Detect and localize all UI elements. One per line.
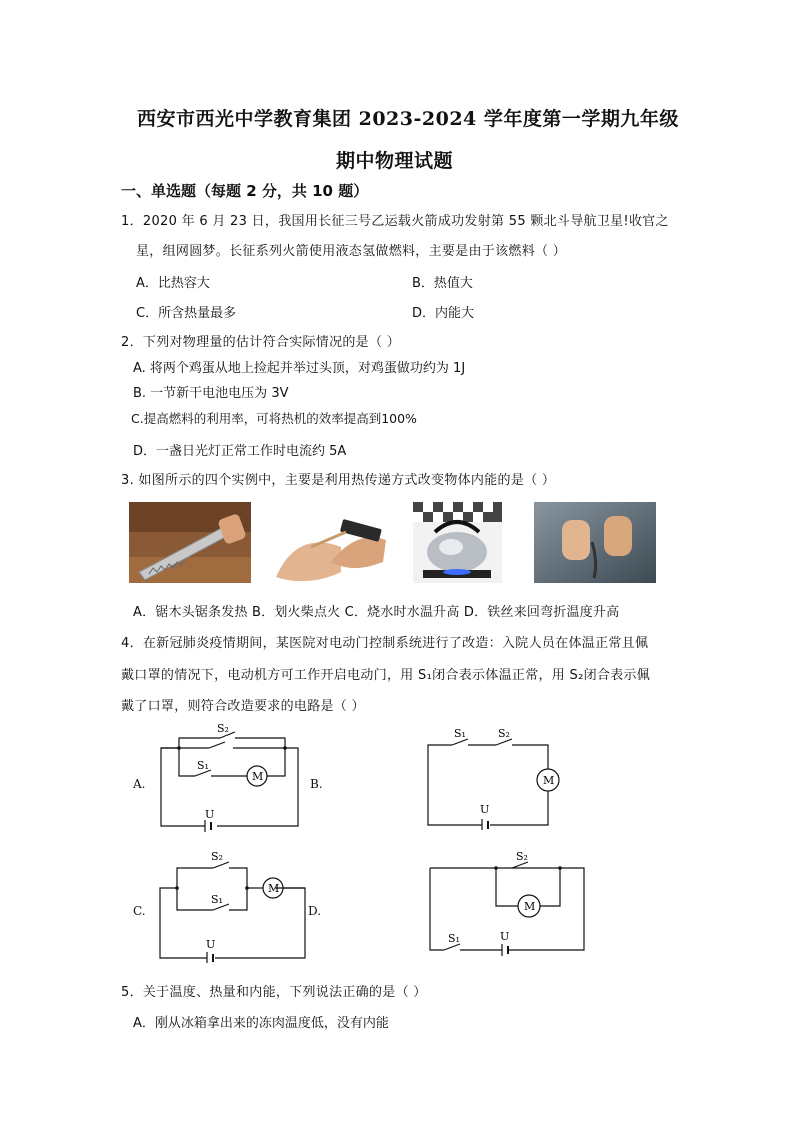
circuit-c-label: C. [133,904,146,918]
circuit-c-diagram [155,848,315,963]
circuit-c-s2: S₂ [211,850,223,863]
q1-stem-line1: 1．2020 年 6 月 23 日，我国用长征三号乙运载火箭成功发射第 55 颗北斗导航卫星!收官之 [121,214,669,229]
circuit-a-s1: S₁ [197,759,209,772]
circuit-a-source: U [205,808,215,821]
boiling-kettle-image [413,502,502,583]
q1-option-c: C．所含热量最多 [136,306,237,321]
circuit-b-s1: S₁ [454,727,466,740]
circuit-c-s1: S₁ [211,893,223,906]
sawing-wood-image [129,502,251,583]
circuit-d-diagram [424,848,589,958]
q2-option-a: A. 将两个鸡蛋从地上捡起并举过头顶，对鸡蛋做功约为 1J [133,361,466,376]
circuit-b-s2: S₂ [498,727,510,740]
circuit-d-source: U [500,930,510,943]
q4-stem-line1: 4．在新冠肺炎疫情期间，某医院对电动门控制系统进行了改造：入院人员在体温正常且佩 [121,636,649,651]
q1-option-d: D．内能大 [412,306,475,321]
q2-stem: 2．下列对物理量的估计符合实际情况的是（ ） [121,335,401,350]
q1-option-a: A．比热容大 [136,276,210,291]
q1-option-b: B．热值大 [412,276,473,291]
striking-match-image [271,502,390,583]
bending-wire-image [534,502,656,583]
circuit-b-motor: M [543,774,555,787]
circuit-b-label: B. [310,777,323,791]
circuit-a-diagram [155,718,305,833]
q1-stem-line2: 星，组网圆梦。长征系列火箭使用液态氢做燃料，主要是由于该燃料（ ） [136,244,567,259]
circuit-a-motor: M [252,770,264,783]
exam-title-line1: 西安市西光中学教育集团 2023-2024 学年度第一学期九年级 [137,108,679,130]
q2-option-d: D．一盏日光灯正常工作时电流约 5A [133,444,347,459]
circuit-b-diagram [420,725,570,830]
q3-stem: 3. 如图所示的四个实例中，主要是利用热传递方式改变物体内能的是（ ） [121,473,556,488]
circuit-d-s1: S₁ [448,932,460,945]
q3-options: A．锯木头锯条发热 B．划火柴点火 C．烧水时水温升高 D．铁丝来回弯折温度升高 [133,605,620,620]
circuit-a-label: A. [133,777,146,791]
q4-stem-line3: 戴了口罩，则符合改造要求的电路是（ ） [121,699,365,714]
circuit-c-motor: M [268,882,280,895]
q4-stem-line2: 戴口罩的情况下，电动机方可工作开启电动门，用 S₁闭合表示体温正常，用 S₂闭合表示佩 [121,668,651,683]
section-heading: 一、单选题（每题 2 分，共 10 题） [121,182,369,200]
circuit-a-s2: S₂ [217,722,229,735]
circuit-d-motor: M [524,900,536,913]
q5-stem: 5．关于温度、热量和内能，下列说法正确的是（ ） [121,985,427,1000]
exam-title-line2: 期中物理试题 [336,150,454,172]
circuit-b-source: U [480,803,490,816]
q5-option-a: A．刚从冰箱拿出来的冻肉温度低，没有内能 [133,1016,389,1031]
q2-option-c: C.提高燃料的利用率，可将热机的效率提高到100% [131,411,417,426]
q2-option-b: B. 一节新干电池电压为 3V [133,386,289,401]
circuit-c-source: U [206,938,216,951]
circuit-d-s2: S₂ [516,850,528,863]
circuit-d-label: D. [308,904,322,918]
